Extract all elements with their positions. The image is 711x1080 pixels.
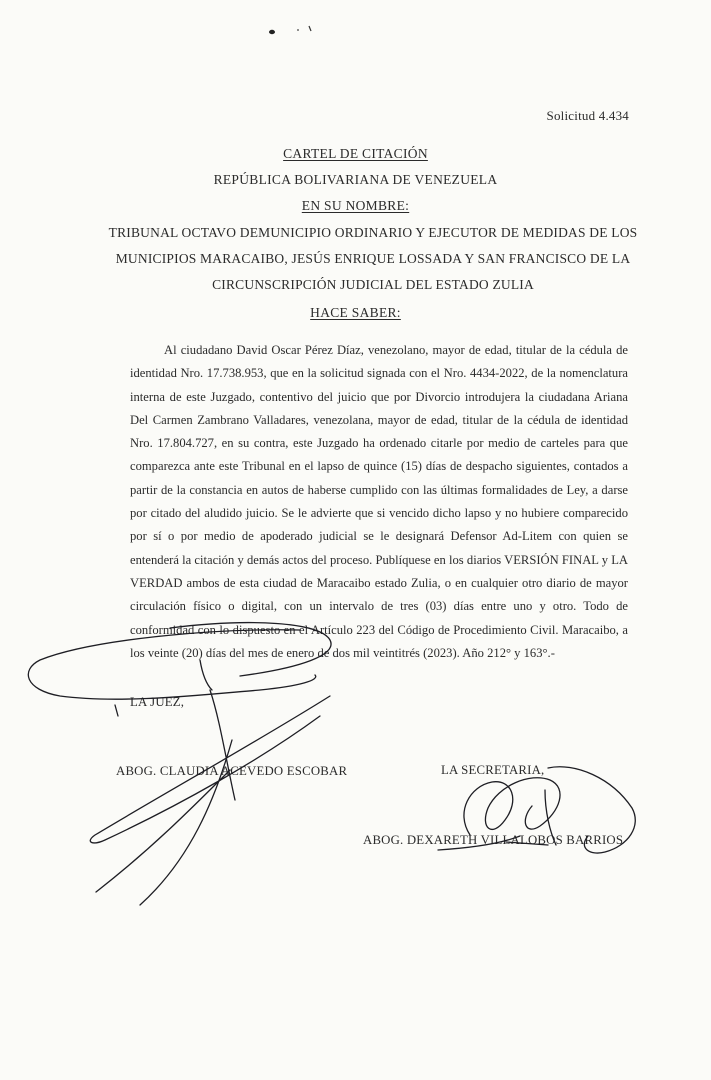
document-title: CARTEL DE CITACIÓN [283, 146, 428, 161]
tribunal-heading: TRIBUNAL OCTAVO DEMUNICIPIO ORDINARIO Y EJECUTOR DE MEDIDAS DE LOS MUNICIPIOS MARACAIBO, JESÚS ENRIQUE LOSSADA Y SAN FRANCISCO DE LA CIRCUNSCRIPCIÓN JUDICIAL DEL ESTADO ZULIA [108, 225, 638, 292]
in-name-heading: EN SU NOMBRE: [301, 198, 410, 213]
scan-specks [262, 22, 322, 38]
secretary-name: ABOG. DEXARETH VILLALOBOS BARRIOS [363, 833, 624, 847]
secretary-label: LA SECRETARIA, [441, 763, 545, 777]
country-heading: REPÚBLICA BOLIVARIANA DE VENEZUELA [213, 172, 498, 187]
summons-body [130, 339, 628, 665]
summons-paragraph: Al ciudadano David Oscar Pérez Díaz, venezolano, mayor de edad, titular de la cédula de identidad Nro. 17.738.953, que en la solicitud signada con el Nro. 4434-2022, de la nomenclatura interna de este Juzgado, contentivo del juicio que por Divorcio introdujera la ciudadana Ariana Del Carmen Zambrano Valladares, venezolana, mayor de edad, titular de la cédula de identidad Nro. 17.804.727, en su contra, este Juzgado ha ordenado citarle por medio de carteles para que comparezca ante este Tribunal en el lapso de quince (15) días de despacho siguientes, contados a partir de la constancia en autos de haberse cumplido con las últimas formalidades de Ley, a darse por citado del aludido juicio. Se le advierte que si vencido dicho lapso y no hubiere comparecido por sí o por medio de apoderado judicial se le designará Defensor Ad-Litem con quien se entenderá la citación y demás actos del proceso. Publíquese en los diarios VERSIÓN FINAL y LA VERDAD ambos de esta ciudad de Maracaibo estado Zulia, o en cualquier otro diario de mayor circulación físico o digital, con un intervalo de tres (03) días entre uno y otro. Todo de conformidad con lo dispuesto en el Artículo 223 del Código de Procedimiento Civil. Maracaibo, a los veinte (20) días del mes de enero de dos mil veintitrés (2023). Año 212° y 163°.- [130, 343, 628, 660]
hace-saber-heading: HACE SABER: [310, 305, 401, 320]
judge-name: ABOG. CLAUDIA ACEVEDO ESCOBAR [116, 764, 348, 778]
request-number: Solicitud 4.434 [546, 108, 629, 123]
judge-label: LA JUEZ, [130, 695, 185, 709]
